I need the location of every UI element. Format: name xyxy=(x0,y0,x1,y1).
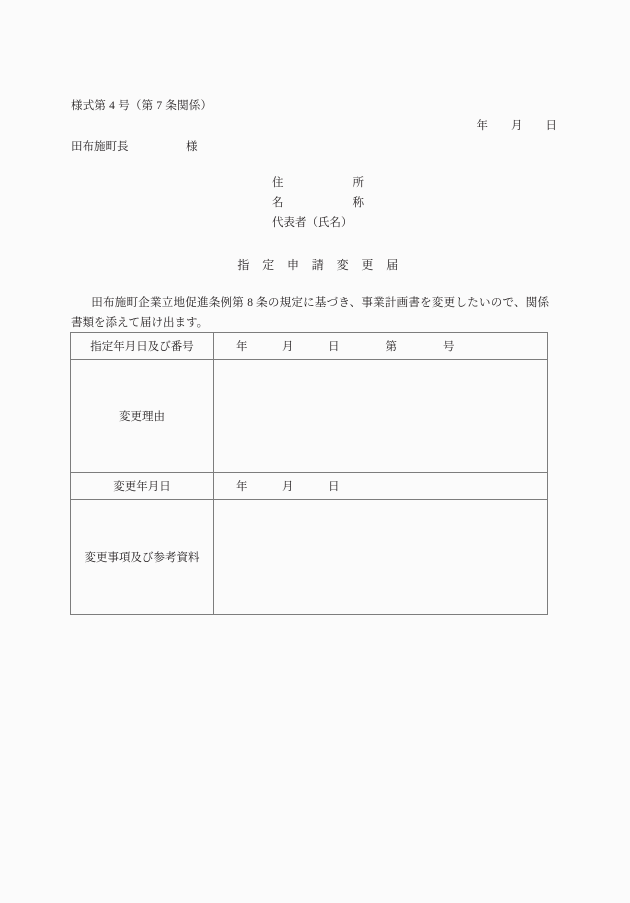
table-row-value[interactable] xyxy=(214,360,548,473)
applicant-name-label: 名 称 xyxy=(272,197,364,209)
form-number: 様式第 4 号（第 7 条関係） xyxy=(71,100,213,112)
body-paragraph xyxy=(71,293,549,333)
table-row xyxy=(71,500,548,615)
applicant-representative-label: 代表者（氏名） xyxy=(272,217,353,229)
table-row xyxy=(71,333,548,360)
body-paragraph-text: 田布施町企業立地促進条例第 8 条の規定に基づき、事業計画書を変更したいので、関係書類を添えて届け出ます。 xyxy=(71,297,549,329)
table-row-value[interactable] xyxy=(214,500,548,615)
applicant-block xyxy=(272,174,364,234)
page-title: 指 定 申 請 変 更 届 xyxy=(237,258,399,272)
date-line: 年 月 日 xyxy=(476,120,557,132)
applicant-address-label: 住 所 xyxy=(272,177,364,189)
table-row-value[interactable]: 年 月 日 第 号 xyxy=(214,333,548,360)
table-row-label: 変更理由 xyxy=(71,360,214,473)
table-row-label: 変更事項及び参考資料 xyxy=(71,500,214,615)
table-row xyxy=(71,360,548,473)
addressee: 田布施町長 様 xyxy=(71,141,198,153)
table-row-label: 指定年月日及び番号 xyxy=(71,333,214,360)
table-row-value[interactable]: 年 月 日 xyxy=(214,473,548,500)
form-table-body xyxy=(71,333,548,615)
table-row-label: 変更年月日 xyxy=(71,473,214,500)
form-table xyxy=(70,332,548,615)
table-row xyxy=(71,473,548,500)
